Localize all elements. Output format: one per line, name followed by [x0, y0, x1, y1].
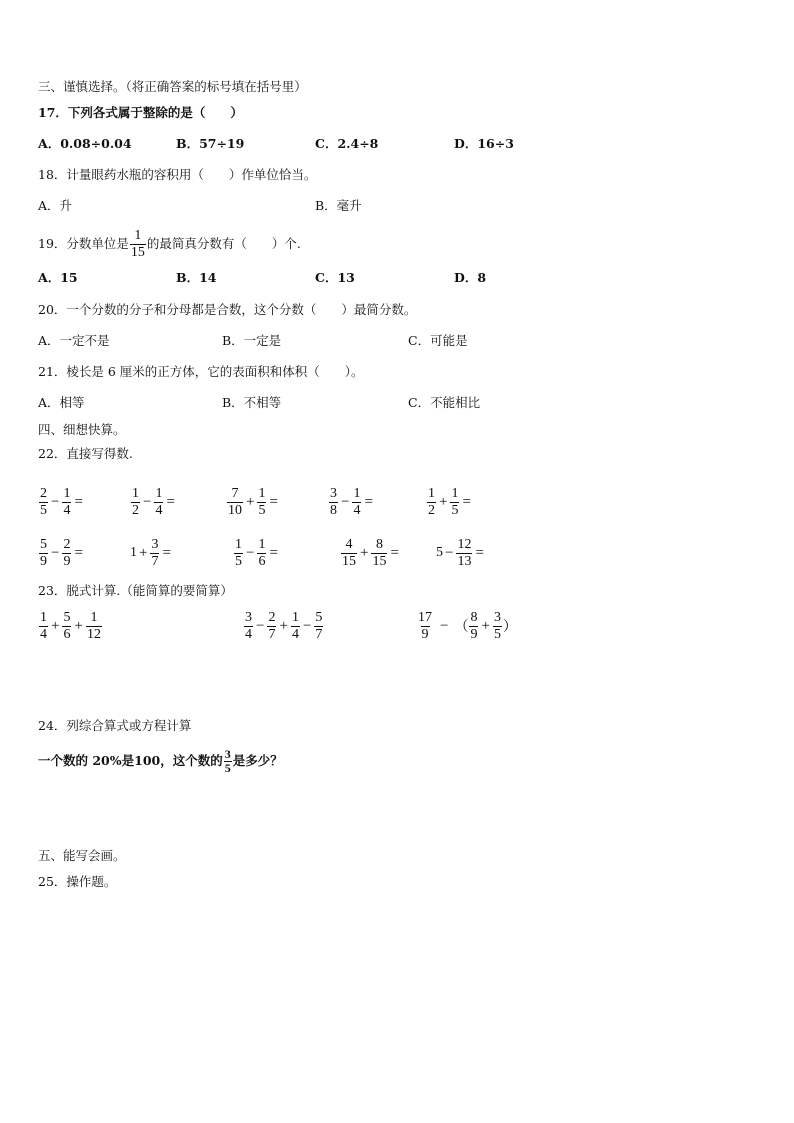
q23-e3-f1-den: 9	[421, 626, 429, 642]
q22-r1-4-a-den: 8	[330, 502, 337, 518]
q23-e2-f2-den: 7	[268, 626, 276, 642]
q20-option-c: C．可能是	[408, 333, 468, 348]
q22-expr-6	[38, 533, 85, 573]
q22-r2-3-op: −	[246, 544, 255, 561]
q23-e2-op2: +	[279, 617, 288, 634]
q22-r1-5-b-den: 5	[451, 502, 459, 518]
q17-option-a: A．0.08÷0.04	[38, 136, 132, 151]
q22-r1-3-b-den: 5	[258, 502, 266, 518]
q22-r1-3-a-den: 10	[228, 502, 242, 518]
q23-expr-2	[243, 606, 324, 646]
q22-r1-3-a-num: 7	[231, 485, 239, 501]
q22-r2-3-a-den: 5	[235, 553, 242, 569]
q22-expr-3	[226, 482, 280, 522]
q22-r1-4-a-num: 3	[330, 485, 337, 501]
equals-sign: =	[166, 493, 175, 510]
q22-r2-5-b-den: 13	[457, 553, 472, 569]
q22-r1-2-b-num: 1	[155, 485, 163, 501]
q23-e3-f2-num: 8	[470, 609, 478, 625]
q22-r2-3-b-den: 6	[258, 553, 266, 569]
section-3-title: 三、谨慎选择。（将正确答案的标号填在括号里）	[38, 79, 307, 94]
q22-r2-1-a-den: 9	[40, 553, 47, 569]
q22-r1-2-a-num: 1	[132, 485, 139, 501]
q19-unit-den: 15	[130, 244, 145, 260]
q22-r1-1-a-den: 5	[40, 502, 47, 518]
q22-expr-4	[328, 482, 375, 522]
q23-e3-op1: −	[440, 617, 449, 634]
q17-option-c: C．2.4÷8	[315, 136, 379, 151]
q19-option-b: B．14	[176, 270, 217, 285]
q19-option-c: C．13	[315, 270, 355, 285]
q23-expr-1	[38, 606, 103, 646]
q22-r2-1-op: −	[51, 544, 60, 561]
q22-r2-2-b-den: 7	[151, 553, 159, 569]
q20-option-a: A．一定不是	[38, 333, 110, 348]
q17-option-d: D．16÷3	[454, 136, 514, 151]
q22-r2-3-a-num: 1	[235, 536, 242, 552]
q23-e3-op2: +	[481, 617, 490, 634]
q22-stem: 22．直接写得数.	[38, 446, 133, 461]
q23-e3-f3-den: 5	[493, 626, 501, 642]
q22-r2-1-b-den: 9	[63, 553, 71, 569]
equals-sign: =	[364, 493, 373, 510]
q21-option-a: A．相等	[38, 395, 85, 410]
q22-r1-3-b-num: 1	[258, 485, 266, 501]
q22-r1-3-op: +	[246, 493, 255, 510]
q22-r1-2-op: −	[143, 493, 152, 510]
q24-problem-after: 是多少？	[232, 753, 283, 768]
q22-r1-5-a-num: 1	[428, 485, 435, 501]
q17-option-b: B．57÷19	[176, 136, 245, 151]
q24-problem-before: 一个数的 20%是100，这个数的	[38, 753, 223, 768]
q23-e3-left-paren: （	[454, 620, 469, 635]
q21-option-b: B．不相等	[222, 395, 282, 410]
q22-expr-9	[340, 533, 401, 573]
q21-stem: 21．棱长是 6 厘米的正方体，它的表面积和体积（ ）。	[38, 364, 364, 379]
section-5-title: 五、能写会画。	[38, 848, 126, 863]
q22-r2-1-a-num: 5	[40, 536, 47, 552]
q22-r2-2-b-num: 3	[151, 536, 159, 552]
q23-e2-f3-num: 1	[291, 609, 299, 625]
q22-r2-4-a-num: 4	[345, 536, 353, 552]
q23-e1-f3-num: 1	[90, 609, 98, 625]
q22-r1-5-b-num: 1	[451, 485, 459, 501]
q23-e1-op2: +	[74, 617, 83, 634]
q22-r2-2-op: +	[139, 544, 148, 561]
q23-e3-f1-num: 17	[418, 609, 432, 625]
q22-r1-2-b-den: 4	[155, 502, 163, 518]
q19-unit-num: 1	[134, 227, 142, 243]
q22-r2-4-b-den: 15	[372, 553, 387, 569]
q22-r1-4-op: −	[341, 493, 350, 510]
q23-e3-f3-num: 3	[493, 609, 501, 625]
q23-e1-f3-den: 12	[86, 626, 101, 642]
q22-r2-5-whole: 5	[436, 545, 443, 560]
q22-r1-2-a-den: 2	[132, 502, 139, 518]
q18-stem: 18．计量眼药水瓶的容积用（ ）作单位恰当。	[38, 167, 317, 182]
q22-r1-1-a-num: 2	[40, 485, 47, 501]
q21-option-c: C．不能相比	[408, 395, 481, 410]
q25-stem: 25．操作题。	[38, 874, 117, 889]
q22-r2-1-b-num: 2	[63, 536, 71, 552]
q22-r1-1-op: −	[51, 493, 60, 510]
q22-expr-1	[38, 482, 85, 522]
q24-stem: 24．列综合算式或方程计算	[38, 718, 192, 733]
q19-stem-after: 的最简真分数有（ ）个.	[146, 236, 301, 251]
q19-stem	[38, 228, 301, 260]
q24-fraction-num: 3	[224, 746, 231, 761]
q22-r1-4-b-num: 1	[353, 485, 361, 501]
section-4-title: 四、细想快算。	[38, 422, 126, 437]
q23-stem: 23．脱式计算.（能简算的要简算）	[38, 583, 233, 598]
q20-stem: 20．一个分数的分子和分母都是合数，这个分数（ ）最简分数。	[38, 302, 417, 317]
q22-r1-1-b-num: 1	[63, 485, 71, 501]
q23-e2-op1: −	[256, 617, 265, 634]
q22-r1-4-b-den: 4	[353, 502, 361, 518]
q22-expr-8	[233, 533, 280, 573]
q23-e2-op3: −	[302, 617, 312, 634]
equals-sign: =	[390, 544, 399, 561]
q22-r2-2-whole: 1	[130, 545, 137, 560]
q22-r2-3-b-num: 1	[258, 536, 266, 552]
equals-sign: =	[462, 493, 471, 510]
q18-option-a: A．升	[38, 198, 73, 213]
q22-r2-5-op: −	[445, 544, 454, 561]
q19-unit-fraction	[130, 229, 146, 260]
equals-sign: =	[162, 544, 171, 561]
equals-sign: =	[475, 544, 484, 561]
q22-r1-5-op: +	[439, 493, 448, 510]
q23-e3-f2-den: 9	[470, 626, 478, 642]
q22-r2-4-op: +	[360, 544, 369, 561]
q19-option-d: D．8	[454, 270, 487, 285]
q19-option-a: A．15	[38, 270, 78, 285]
q23-e1-op1: +	[51, 617, 60, 634]
q22-r2-5-b-num: 12	[457, 536, 472, 552]
q23-e2-f3-den: 4	[291, 626, 299, 642]
q22-expr-7	[130, 533, 173, 573]
q23-e1-f1-den: 4	[40, 626, 47, 642]
q22-expr-5	[426, 482, 473, 522]
q23-e2-f4-den: 7	[315, 626, 323, 642]
q22-r1-5-a-den: 2	[428, 502, 435, 518]
q18-option-b: B．毫升	[315, 198, 362, 213]
q22-r2-4-b-num: 8	[375, 536, 383, 552]
q23-e2-f4-num: 5	[315, 609, 323, 625]
equals-sign: =	[74, 544, 83, 561]
q19-stem-before: 19．分数单位是	[38, 236, 129, 251]
q17-stem: 17．下列各式属于整除的是（ ）	[38, 105, 243, 120]
q23-e2-f1-num: 3	[245, 609, 252, 625]
equals-sign: =	[74, 493, 83, 510]
q24-fraction	[224, 746, 232, 775]
equals-sign: =	[269, 544, 278, 561]
q23-e1-f2-den: 6	[63, 626, 71, 642]
q23-e3-right-paren: ）	[502, 620, 517, 635]
q23-e1-f2-num: 5	[63, 609, 71, 625]
equals-sign: =	[269, 493, 278, 510]
q23-e2-f2-num: 2	[268, 609, 276, 625]
q22-r2-4-a-den: 15	[342, 553, 356, 569]
q22-expr-10	[436, 533, 486, 573]
q22-r1-1-b-den: 4	[63, 502, 71, 518]
q23-e2-f1-den: 4	[245, 626, 252, 642]
q22-expr-2	[130, 482, 177, 522]
q24-problem	[38, 744, 283, 778]
q20-option-b: B．一定是	[222, 333, 282, 348]
q23-e1-f1-num: 1	[40, 609, 47, 625]
q24-fraction-den: 5	[224, 760, 231, 775]
q23-expr-3	[416, 606, 517, 646]
